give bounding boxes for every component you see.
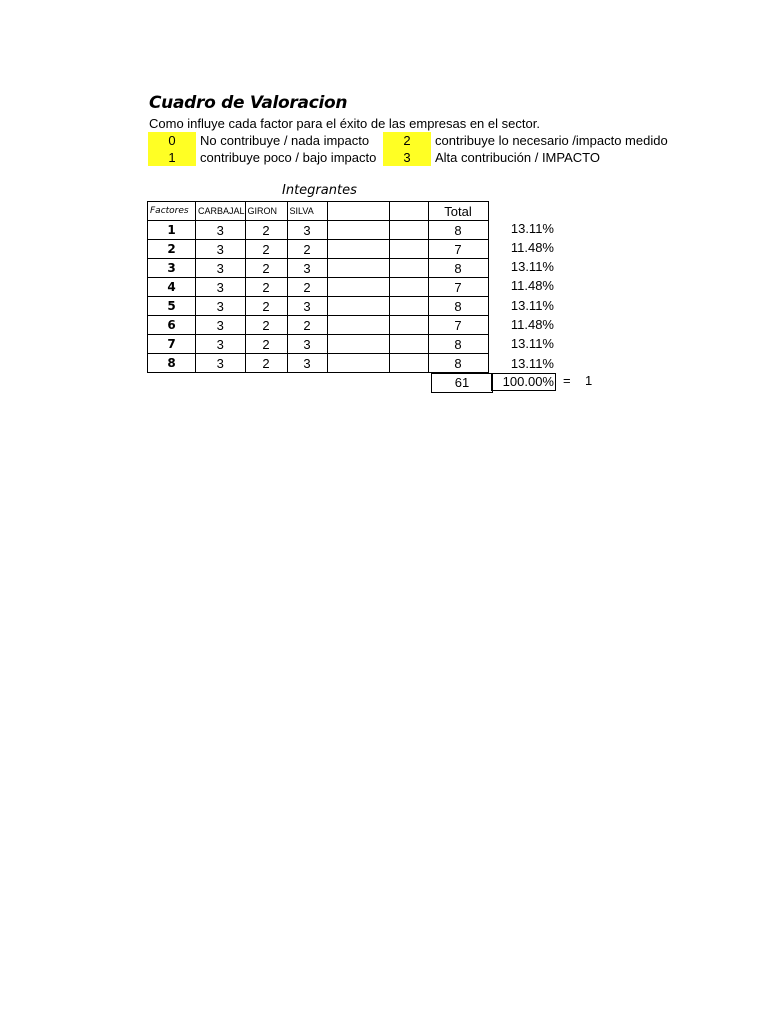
- silva-cell: 2: [287, 240, 327, 259]
- carbajal-cell: 3: [196, 278, 246, 297]
- silva-cell: 2: [287, 316, 327, 335]
- valuation-table: [147, 201, 489, 373]
- table-row: [148, 278, 489, 297]
- total-cell: 8: [428, 354, 488, 373]
- factor-cell: 6: [148, 316, 196, 335]
- document-subtitle: Como influye cada factor para el éxito de las empresas en el sector.: [149, 116, 540, 131]
- empty-cell: [389, 297, 428, 316]
- legend-item-3: [383, 149, 600, 166]
- sum-percent-cell: 100.00%: [491, 373, 556, 391]
- silva-cell: 3: [287, 259, 327, 278]
- empty-cell: [389, 259, 428, 278]
- table-row: [148, 259, 489, 278]
- table-row: [148, 240, 489, 259]
- legend-text: No contribuye / nada impacto: [200, 133, 370, 148]
- legend-text: contribuye poco / bajo impacto: [200, 150, 377, 165]
- giron-cell: 2: [245, 297, 287, 316]
- legend-code: 2: [383, 132, 431, 149]
- carbajal-cell: 3: [196, 354, 246, 373]
- document-title: Cuadro de Valoracion: [149, 93, 348, 113]
- total-cell: 7: [428, 316, 488, 335]
- table-row: [148, 335, 489, 354]
- carbajal-cell: 3: [196, 297, 246, 316]
- percent-value: 11.48%: [510, 278, 554, 293]
- carbajal-cell: 3: [196, 335, 246, 354]
- total-cell: 8: [428, 335, 488, 354]
- legend-code: 0: [148, 132, 196, 149]
- legend-text: contribuye lo necesario /impacto medido: [435, 133, 668, 148]
- empty-cell: [389, 335, 428, 354]
- legend-code: 1: [148, 149, 196, 166]
- factor-cell: 8: [148, 354, 196, 373]
- silva-cell: 3: [287, 354, 327, 373]
- factor-cell: 4: [148, 278, 196, 297]
- header-silva: SILVA: [287, 202, 327, 221]
- empty-cell: [327, 316, 389, 335]
- percent-value: 13.11%: [510, 298, 554, 313]
- empty-cell: [389, 221, 428, 240]
- total-cell: 7: [428, 240, 488, 259]
- carbajal-cell: 3: [196, 240, 246, 259]
- table-row: [148, 316, 489, 335]
- percent-value: 13.11%: [510, 356, 554, 371]
- table-header-row: [148, 202, 489, 221]
- header-empty-1: [327, 202, 389, 221]
- percent-value: 13.11%: [510, 259, 554, 274]
- equals-value: 1: [585, 373, 593, 388]
- legend-code: 3: [383, 149, 431, 166]
- empty-cell: [327, 259, 389, 278]
- total-cell: 7: [428, 278, 488, 297]
- silva-cell: 2: [287, 278, 327, 297]
- giron-cell: 2: [245, 354, 287, 373]
- total-cell: 8: [428, 259, 488, 278]
- silva-cell: 3: [287, 221, 327, 240]
- empty-cell: [327, 240, 389, 259]
- giron-cell: 2: [245, 316, 287, 335]
- empty-cell: [327, 221, 389, 240]
- silva-cell: 3: [287, 297, 327, 316]
- factor-cell: 7: [148, 335, 196, 354]
- header-empty-2: [389, 202, 428, 221]
- legend-item-0: [148, 132, 369, 149]
- header-carbajal: CARBAJAL: [196, 202, 246, 221]
- percent-value: 13.11%: [510, 221, 554, 236]
- legend-item-2: [383, 132, 668, 149]
- integrantes-label: Integrantes: [282, 183, 357, 198]
- factor-cell: 1: [148, 221, 196, 240]
- percent-value: 11.48%: [510, 317, 554, 332]
- total-cell: 8: [428, 221, 488, 240]
- header-factores: Factores: [148, 202, 196, 221]
- carbajal-cell: 3: [196, 259, 246, 278]
- equals-sign: =: [563, 373, 571, 388]
- header-total: Total: [428, 202, 488, 221]
- sum-total-cell: 61: [431, 373, 493, 393]
- factor-cell: 3: [148, 259, 196, 278]
- silva-cell: 3: [287, 335, 327, 354]
- table-row: [148, 221, 489, 240]
- carbajal-cell: 3: [196, 221, 246, 240]
- total-cell: 8: [428, 297, 488, 316]
- carbajal-cell: 3: [196, 316, 246, 335]
- empty-cell: [327, 335, 389, 354]
- factor-cell: 5: [148, 297, 196, 316]
- giron-cell: 2: [245, 240, 287, 259]
- table-row: [148, 354, 489, 373]
- factor-cell: 2: [148, 240, 196, 259]
- header-giron: GIRON: [245, 202, 287, 221]
- empty-cell: [389, 240, 428, 259]
- empty-cell: [327, 354, 389, 373]
- giron-cell: 2: [245, 278, 287, 297]
- giron-cell: 2: [245, 259, 287, 278]
- empty-cell: [389, 354, 428, 373]
- legend-item-1: [148, 149, 376, 166]
- empty-cell: [389, 278, 428, 297]
- empty-cell: [389, 316, 428, 335]
- empty-cell: [327, 278, 389, 297]
- percent-value: 13.11%: [510, 336, 554, 351]
- percent-value: 11.48%: [510, 240, 554, 255]
- giron-cell: 2: [245, 221, 287, 240]
- empty-cell: [327, 297, 389, 316]
- legend-text: Alta contribución / IMPACTO: [435, 150, 600, 165]
- table-row: [148, 297, 489, 316]
- giron-cell: 2: [245, 335, 287, 354]
